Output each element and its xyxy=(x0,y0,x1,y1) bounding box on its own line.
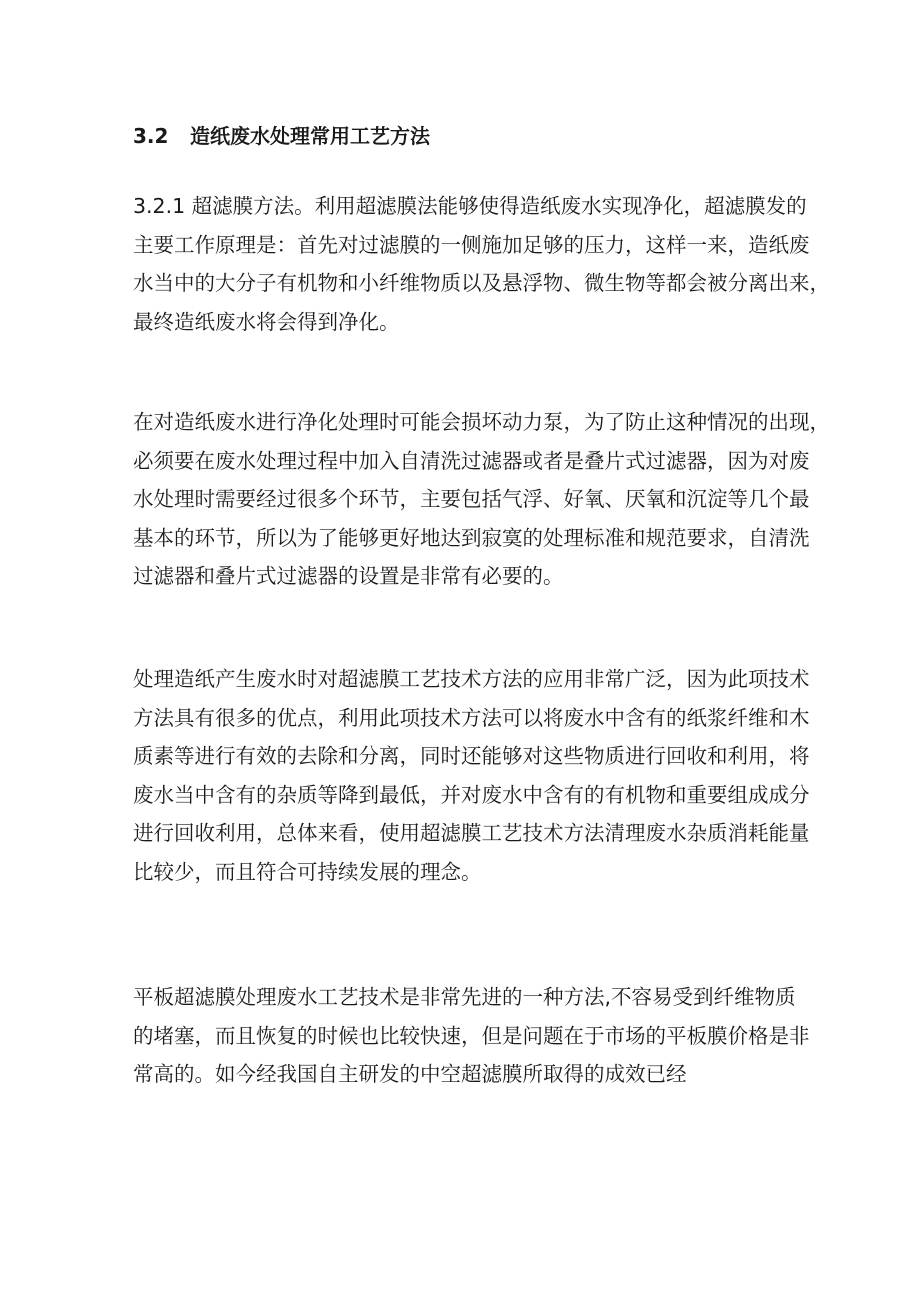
section-number: 3.2 xyxy=(133,124,169,148)
paragraph-line: 平板超滤膜处理废水工艺技术是非常先进的一种方法,不容易受到纤维物质 xyxy=(133,985,796,1009)
paragraph-line: 3.2.1 超滤膜方法。利用超滤膜法能够使得造纸废水实现净化，超滤膜发的 xyxy=(133,194,807,218)
paragraph-line: 水当中的大分子有机物和小纤维物质以及悬浮物、微生物等都会被分离出来， xyxy=(133,271,830,295)
paragraph-line: 水处理时需要经过很多个环节，主要包括气浮、好氧、厌氧和沉淀等几个最 xyxy=(133,487,810,511)
section-title: 造纸废水处理常用工艺方法 xyxy=(190,124,430,148)
paragraph-ultrafiltration-application xyxy=(133,660,810,891)
paragraph-line: 必须要在废水处理过程中加入自清洗过滤器或者是叠片式过滤器，因为对废 xyxy=(133,448,810,473)
paragraph-flat-membrane xyxy=(133,978,810,1094)
paragraph-line: 常高的。如今经我国自主研发的中空超滤膜所取得的成效已经 xyxy=(133,1062,687,1086)
paragraph-line: 主要工作原理是：首先对过滤膜的一侧施加足够的压力，这样一来，造纸废 xyxy=(133,232,810,257)
paragraph-line: 进行回收利用，总体来看，使用超滤膜工艺技术方法清理废水杂质消耗能量 xyxy=(133,821,810,845)
paragraph-line: 最终造纸废水将会得到净化。 xyxy=(133,309,400,334)
paragraph-line: 的堵塞，而且恢复的时候也比较快速，但是问题在于市场的平板膜价格是非 xyxy=(133,1023,810,1048)
paragraph-line: 废水当中含有的杂质等降到最低，并对废水中含有的有机物和重要组成成分 xyxy=(133,782,810,807)
paragraph-line: 比较少，而且符合可持续发展的理念。 xyxy=(133,859,482,884)
paragraph-ultrafiltration-method xyxy=(133,187,830,341)
paragraph-line: 过滤器和叠片式过滤器的设置是非常有必要的。 xyxy=(133,564,564,588)
section-heading xyxy=(133,122,430,150)
paragraph-filter-setup xyxy=(133,403,830,596)
paragraph-line: 处理造纸产生废水时对超滤膜工艺技术方法的应用非常广泛，因为此项技术 xyxy=(133,667,810,691)
paragraph-line: 基本的环节，所以为了能够更好地达到寂寞的处理标准和规范要求，自清洗 xyxy=(133,525,810,550)
paragraph-line: 方法具有很多的优点，利用此项技术方法可以将废水中含有的纸浆纤维和木 xyxy=(133,705,810,730)
paragraph-line: 在对造纸废水进行净化处理时可能会损坏动力泵，为了防止这种情况的出现， xyxy=(133,410,830,434)
paragraph-line: 质素等进行有效的去除和分离，同时还能够对这些物质进行回收和利用，将 xyxy=(133,744,810,768)
